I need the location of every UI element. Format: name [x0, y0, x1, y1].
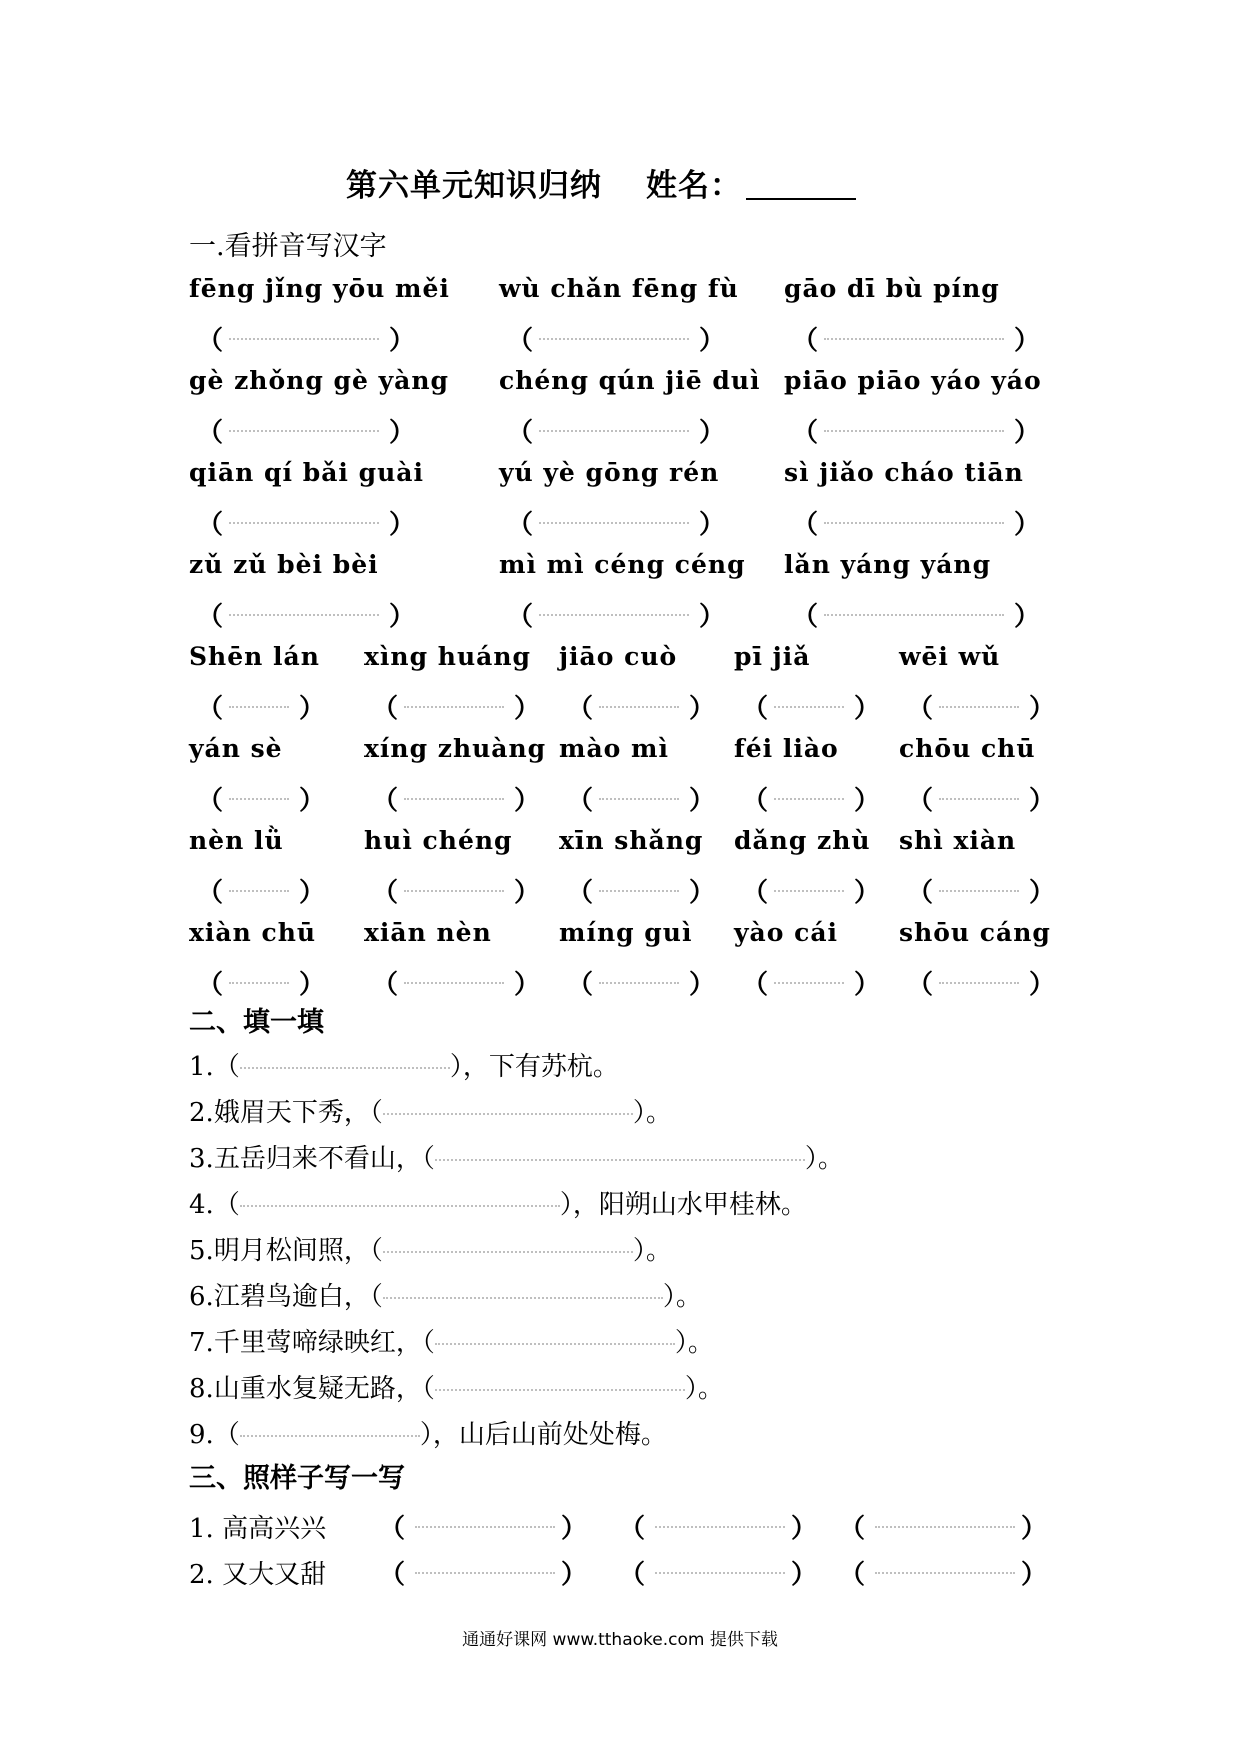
close-bracket: ）: [662, 1282, 676, 1312]
fill-in-item: [189, 1184, 807, 1221]
answer-blank[interactable]: [939, 890, 1019, 892]
pinyin-word: dǎng zhù: [734, 826, 871, 855]
answer-row: [189, 964, 1069, 998]
open-bracket: （: [197, 602, 224, 632]
close-bracket: ）: [1014, 418, 1041, 448]
poem-suffix: ，下有苏杭。: [462, 1052, 619, 1082]
close-bracket: ）: [804, 1144, 818, 1174]
open-bracket: （: [567, 694, 594, 724]
pattern-item: [189, 1554, 1069, 1588]
open-bracket: （: [213, 1052, 240, 1082]
answer-row: [189, 688, 1069, 722]
answer-blank[interactable]: [404, 706, 504, 708]
answer-blank[interactable]: [824, 614, 1004, 616]
fill-in-item: [189, 1138, 844, 1175]
open-bracket: （: [742, 878, 769, 908]
answer-blank[interactable]: [240, 1435, 420, 1437]
poem-suffix: 。: [697, 1374, 724, 1404]
open-bracket: （: [379, 1514, 406, 1544]
close-bracket: ）: [561, 1514, 588, 1544]
answer-row: [189, 872, 1069, 906]
close-bracket: ）: [689, 786, 716, 816]
answer-blank[interactable]: [875, 1572, 1015, 1574]
answer-blank[interactable]: [599, 798, 679, 800]
pinyin-word: chéng qún jiē duì: [499, 366, 761, 395]
close-bracket: ）: [514, 694, 541, 724]
pinyin-word: xiān nèn: [364, 918, 492, 947]
answer-blank[interactable]: [875, 1526, 1015, 1528]
pinyin-word: lǎn yáng yáng: [784, 550, 992, 579]
close-bracket: ）: [632, 1098, 646, 1128]
answer-row: [189, 412, 1069, 446]
answer-blank[interactable]: [229, 706, 289, 708]
answer-blank[interactable]: [229, 982, 289, 984]
open-bracket: （: [213, 1420, 240, 1450]
close-bracket: ）: [854, 694, 881, 724]
pinyin-row: [189, 366, 1069, 400]
poem-prefix: 江碧鸟逾白，: [213, 1282, 370, 1312]
open-bracket: （: [792, 326, 819, 356]
answer-blank[interactable]: [435, 1159, 805, 1161]
close-bracket: ）: [1014, 326, 1041, 356]
open-bracket: （: [213, 1190, 240, 1220]
pinyin-word: yào cái: [734, 918, 839, 947]
pinyin-word: wēi wǔ: [899, 642, 1001, 671]
open-bracket: （: [197, 878, 224, 908]
fill-in-item: [189, 1276, 702, 1313]
pinyin-word: jiāo cuò: [559, 642, 678, 671]
item-number: 9.: [189, 1420, 214, 1450]
fill-in-item: [189, 1322, 714, 1359]
close-bracket: ）: [684, 1374, 698, 1404]
poem-suffix: 。: [817, 1144, 844, 1174]
item-number: 6.: [189, 1282, 214, 1312]
open-bracket: （: [369, 1236, 383, 1266]
item-number: 7.: [189, 1328, 214, 1358]
open-bracket: （: [507, 602, 534, 632]
answer-row: [189, 504, 1069, 538]
answer-blank[interactable]: [229, 890, 289, 892]
answer-blank[interactable]: [229, 338, 379, 340]
pattern-example: 2. 又大又甜: [189, 1560, 327, 1590]
close-bracket: ）: [559, 1190, 573, 1220]
poem-prefix: 明月松间照，: [213, 1236, 370, 1266]
open-bracket: （: [197, 970, 224, 1000]
close-bracket: ）: [632, 1236, 646, 1266]
pinyin-word: pī jiǎ: [734, 642, 811, 671]
answer-blank[interactable]: [539, 338, 689, 340]
open-bracket: （: [567, 970, 594, 1000]
pinyin-word: fēng jǐng yōu měi: [189, 274, 450, 303]
pinyin-word: nèn lǜ: [189, 826, 284, 855]
poem-suffix: ，阳朔山水甲桂林。: [572, 1190, 807, 1220]
name-blank-line[interactable]: [746, 170, 856, 200]
fill-in-item: [189, 1368, 724, 1405]
answer-blank[interactable]: [774, 890, 844, 892]
close-bracket: ）: [1029, 970, 1056, 1000]
pinyin-word: mì mì céng céng: [499, 550, 746, 579]
open-bracket: （: [421, 1328, 435, 1358]
close-bracket: ）: [514, 878, 541, 908]
poem-suffix: 。: [645, 1236, 672, 1266]
open-bracket: （: [421, 1374, 435, 1404]
close-bracket: ）: [1029, 694, 1056, 724]
pinyin-word: yán sè: [189, 734, 283, 763]
pinyin-word: wù chǎn fēng fù: [499, 274, 739, 303]
title-text: 第六单元知识归纳: [346, 168, 602, 204]
open-bracket: （: [839, 1514, 866, 1544]
pinyin-row: [189, 826, 1069, 860]
close-bracket: ）: [419, 1420, 433, 1450]
answer-blank[interactable]: [774, 982, 844, 984]
answer-blank[interactable]: [774, 706, 844, 708]
section3-heading: 三、照样子写一写: [189, 1463, 405, 1494]
poem-prefix: 山重水复疑无路，: [213, 1374, 422, 1404]
close-bracket: ）: [389, 602, 416, 632]
answer-blank[interactable]: [383, 1297, 663, 1299]
pinyin-word: féi liào: [734, 734, 839, 763]
open-bracket: （: [372, 786, 399, 816]
poem-suffix: ，山后山前处处梅。: [432, 1420, 667, 1450]
pattern-item: [189, 1508, 1069, 1542]
close-bracket: ）: [561, 1560, 588, 1590]
answer-blank[interactable]: [824, 522, 1004, 524]
pinyin-word: gè zhǒng gè yàng: [189, 366, 449, 395]
close-bracket: ）: [1029, 786, 1056, 816]
answer-blank[interactable]: [599, 982, 679, 984]
item-number: 8.: [189, 1374, 214, 1404]
open-bracket: （: [197, 694, 224, 724]
fill-in-item: [189, 1230, 672, 1267]
pinyin-word: xíng zhuàng: [364, 734, 547, 763]
answer-blank[interactable]: [229, 430, 379, 432]
pinyin-row: [189, 550, 1069, 584]
answer-row: [189, 320, 1069, 354]
open-bracket: （: [907, 970, 934, 1000]
close-bracket: ）: [1014, 602, 1041, 632]
answer-blank[interactable]: [539, 522, 689, 524]
poem-prefix: 娥眉天下秀，: [213, 1098, 370, 1128]
open-bracket: （: [507, 418, 534, 448]
answer-blank[interactable]: [240, 1205, 560, 1207]
answer-blank[interactable]: [404, 890, 504, 892]
close-bracket: ）: [699, 602, 726, 632]
open-bracket: （: [372, 878, 399, 908]
fill-in-item: [189, 1092, 672, 1129]
open-bracket: （: [619, 1514, 646, 1544]
pattern-example: 1. 高高兴兴: [189, 1514, 327, 1544]
close-bracket: ）: [514, 970, 541, 1000]
open-bracket: （: [907, 878, 934, 908]
item-number: 3.: [189, 1144, 214, 1174]
close-bracket: ）: [514, 786, 541, 816]
open-bracket: （: [792, 510, 819, 540]
footer-credit: 通通好课网 www.tthaoke.com 提供下载: [462, 1630, 778, 1650]
answer-blank[interactable]: [939, 982, 1019, 984]
pinyin-word: mào mì: [559, 734, 669, 763]
close-bracket: ）: [389, 510, 416, 540]
pinyin-word: shōu cáng: [899, 918, 1051, 947]
open-bracket: （: [792, 602, 819, 632]
pinyin-row: [189, 918, 1069, 952]
answer-blank[interactable]: [229, 798, 289, 800]
pinyin-row: [189, 458, 1069, 492]
close-bracket: ）: [299, 878, 326, 908]
answer-blank[interactable]: [774, 798, 844, 800]
close-bracket: ）: [1029, 878, 1056, 908]
answer-blank[interactable]: [240, 1067, 450, 1069]
close-bracket: ）: [1021, 1560, 1048, 1590]
close-bracket: ）: [699, 418, 726, 448]
fill-in-item: [189, 1046, 619, 1083]
name-label: 姓名：: [646, 168, 742, 204]
open-bracket: （: [507, 326, 534, 356]
answer-blank[interactable]: [939, 798, 1019, 800]
pinyin-word: sì jiǎo cháo tiān: [784, 458, 1024, 487]
pinyin-word: shì xiàn: [899, 826, 1017, 855]
poem-suffix: 。: [687, 1328, 714, 1358]
open-bracket: （: [742, 970, 769, 1000]
close-bracket: ）: [1021, 1514, 1048, 1544]
item-number: 2.: [189, 1098, 214, 1128]
pinyin-word: huì chéng: [364, 826, 513, 855]
answer-row: [189, 596, 1069, 630]
pinyin-word: gāo dī bù píng: [784, 274, 1000, 303]
pinyin-row: [189, 734, 1069, 768]
open-bracket: （: [372, 694, 399, 724]
pinyin-word: zǔ zǔ bèi bèi: [189, 550, 379, 579]
open-bracket: （: [507, 510, 534, 540]
close-bracket: ）: [791, 1560, 818, 1590]
close-bracket: ）: [854, 878, 881, 908]
pinyin-row: [189, 642, 1069, 676]
open-bracket: （: [839, 1560, 866, 1590]
open-bracket: （: [907, 694, 934, 724]
close-bracket: ）: [699, 510, 726, 540]
answer-blank[interactable]: [435, 1389, 685, 1391]
close-bracket: ）: [299, 694, 326, 724]
answer-blank[interactable]: [824, 338, 1004, 340]
open-bracket: （: [369, 1098, 383, 1128]
answer-blank[interactable]: [415, 1526, 555, 1528]
page-title: [346, 160, 856, 205]
answer-blank[interactable]: [435, 1343, 675, 1345]
open-bracket: （: [619, 1560, 646, 1590]
answer-blank[interactable]: [599, 706, 679, 708]
open-bracket: （: [197, 786, 224, 816]
close-bracket: ）: [854, 786, 881, 816]
answer-blank[interactable]: [939, 706, 1019, 708]
close-bracket: ）: [699, 326, 726, 356]
fill-in-item: [189, 1414, 667, 1451]
pinyin-word: xiàn chū: [189, 918, 317, 947]
close-bracket: ）: [854, 970, 881, 1000]
open-bracket: （: [742, 786, 769, 816]
poem-prefix: 五岳归来不看山，: [213, 1144, 422, 1174]
poem-suffix: 。: [675, 1282, 702, 1312]
open-bracket: （: [742, 694, 769, 724]
close-bracket: ）: [299, 970, 326, 1000]
pinyin-word: xīn shǎng: [559, 826, 704, 855]
open-bracket: （: [567, 878, 594, 908]
answer-blank[interactable]: [404, 982, 504, 984]
pinyin-word: chōu chū: [899, 734, 1036, 763]
answer-blank[interactable]: [229, 522, 379, 524]
pinyin-word: míng guì: [559, 918, 693, 947]
answer-blank[interactable]: [655, 1572, 785, 1574]
close-bracket: ）: [689, 694, 716, 724]
open-bracket: （: [421, 1144, 435, 1174]
open-bracket: （: [379, 1560, 406, 1590]
answer-blank[interactable]: [383, 1113, 633, 1115]
item-number: 5.: [189, 1236, 214, 1266]
close-bracket: ）: [389, 418, 416, 448]
answer-blank[interactable]: [655, 1526, 785, 1528]
close-bracket: ）: [449, 1052, 463, 1082]
answer-blank[interactable]: [404, 798, 504, 800]
section2-heading: 二、填一填: [189, 1007, 324, 1038]
answer-blank[interactable]: [599, 890, 679, 892]
pinyin-word: yú yè gōng rén: [499, 458, 720, 487]
close-bracket: ）: [674, 1328, 688, 1358]
close-bracket: ）: [689, 878, 716, 908]
open-bracket: （: [369, 1282, 383, 1312]
pinyin-row: [189, 274, 1069, 308]
open-bracket: （: [197, 326, 224, 356]
section1-heading: 一.看拼音写汉字: [189, 231, 387, 262]
answer-row: [189, 780, 1069, 814]
open-bracket: （: [567, 786, 594, 816]
open-bracket: （: [197, 510, 224, 540]
open-bracket: （: [792, 418, 819, 448]
item-number: 4.: [189, 1190, 214, 1220]
open-bracket: （: [907, 786, 934, 816]
close-bracket: ）: [1014, 510, 1041, 540]
answer-blank[interactable]: [539, 614, 689, 616]
close-bracket: ）: [389, 326, 416, 356]
close-bracket: ）: [791, 1514, 818, 1544]
poem-prefix: 千里莺啼绿映红，: [213, 1328, 422, 1358]
answer-blank[interactable]: [383, 1251, 633, 1253]
answer-blank[interactable]: [539, 430, 689, 432]
open-bracket: （: [197, 418, 224, 448]
pinyin-word: piāo piāo yáo yáo: [784, 366, 1042, 395]
answer-blank[interactable]: [824, 430, 1004, 432]
item-number: 1.: [189, 1052, 214, 1082]
answer-blank[interactable]: [415, 1572, 555, 1574]
pinyin-word: qiān qí bǎi guài: [189, 458, 424, 487]
pinyin-word: xìng huáng: [364, 642, 531, 671]
open-bracket: （: [372, 970, 399, 1000]
poem-suffix: 。: [645, 1098, 672, 1128]
answer-blank[interactable]: [229, 614, 379, 616]
close-bracket: ）: [689, 970, 716, 1000]
pinyin-word: Shēn lán: [189, 642, 320, 671]
close-bracket: ）: [299, 786, 326, 816]
